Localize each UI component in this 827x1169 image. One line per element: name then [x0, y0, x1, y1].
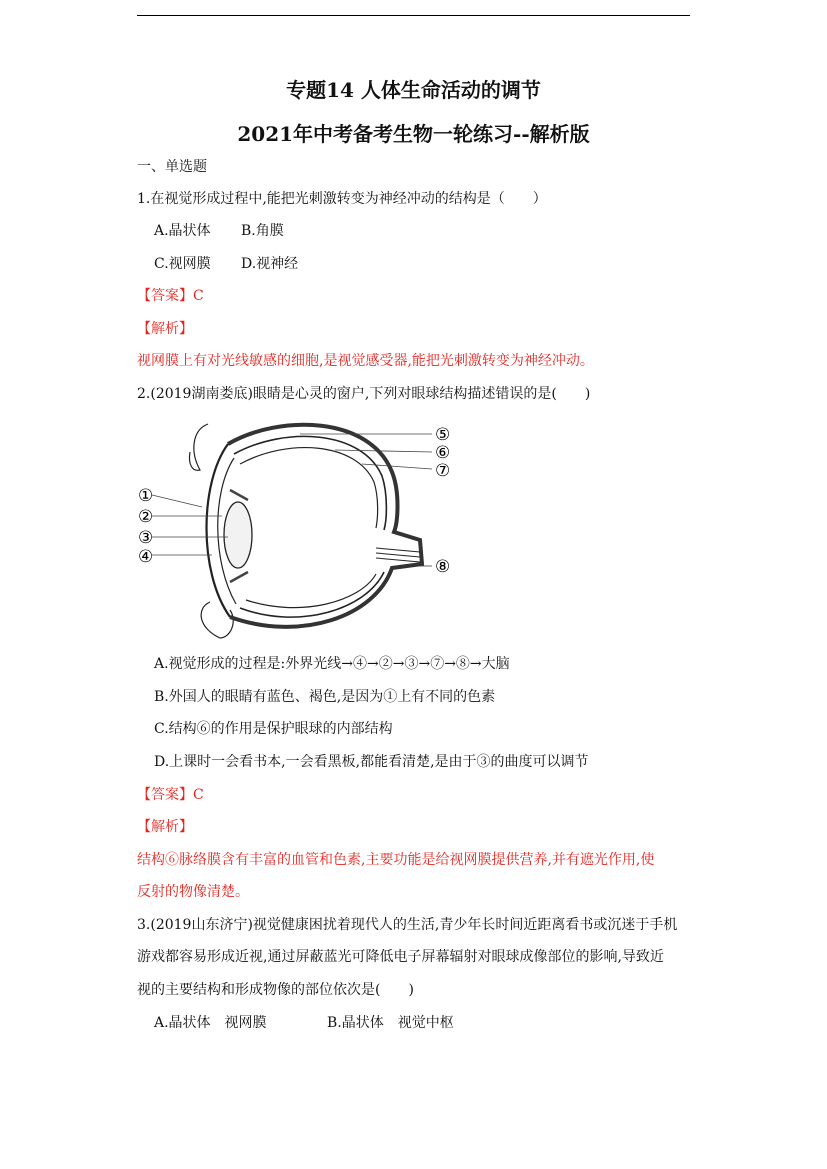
answer-tag: 【答案】 — [137, 288, 193, 304]
label-2: ② — [138, 507, 154, 527]
q3-option-b: B.晶状体 视觉中枢 — [327, 1015, 454, 1031]
q2-analysis-line1: 结构⑥脉络膜含有丰富的血管和色素,主要功能是给视网膜提供营养,并有遮光作用,使 — [137, 852, 655, 868]
page-subtitle: 2021年中考备考生物一轮练习--解析版 — [237, 122, 590, 146]
q1-answer — [137, 287, 204, 305]
q1-option-a: A.晶状体 — [154, 223, 211, 239]
label-7: ⑦ — [435, 461, 451, 481]
question-1-stem: 1.在视觉形成过程中,能把光刺激转变为神经冲动的结构是（ ） — [137, 191, 547, 207]
q3-option-a: A.晶状体 视网膜 — [154, 1015, 267, 1031]
q1-answer-value: C — [193, 288, 204, 304]
q2-answer — [137, 786, 204, 804]
question-3-stem-line1: 3.(2019山东济宁)视觉健康困扰着现代人的生活,青少年长时间近距离看书或沉迷于手机 — [137, 917, 678, 933]
question-2-stem: 2.(2019湖南娄底)眼睛是心灵的窗户,下列对眼球结构描述错误的是( ) — [137, 386, 591, 402]
header-rule — [137, 15, 690, 16]
question-3-stem-line2: 游戏都容易形成近视,通过屏蔽蓝光可降低电子屏幕辐射对眼球成像部位的影响,导致近 — [137, 949, 664, 965]
q1-analysis: 视网膜上有对光线敏感的细胞,是视觉感受器,能把光刺激转变为神经冲动。 — [137, 353, 594, 369]
q1-option-d: D.视神经 — [241, 256, 299, 272]
eye-diagram — [130, 412, 470, 647]
q2-option-b: B.外国人的眼睛有蓝色、褐色,是因为①上有不同的色素 — [154, 689, 496, 705]
page-title: 专题14 人体生命活动的调节 — [286, 78, 541, 102]
question-3-stem-line3: 视的主要结构和形成物像的部位依次是( ) — [137, 982, 414, 998]
q2-option-c: C.结构⑥的作用是保护眼球的内部结构 — [154, 721, 393, 737]
q2-analysis-line2: 反射的物像清楚。 — [137, 884, 249, 900]
label-5: ⑤ — [435, 425, 451, 445]
label-6: ⑥ — [435, 443, 451, 463]
answer-tag: 【答案】 — [137, 787, 193, 803]
label-1: ① — [138, 486, 154, 506]
q1-option-b: B.角膜 — [241, 223, 284, 239]
q2-option-a: A.视觉形成的过程是:外界光线→④→②→③→⑦→⑧→大脑 — [154, 656, 510, 672]
q2-answer-value: C — [193, 787, 204, 803]
q2-analysis-tag: 【解析】 — [137, 819, 193, 835]
q1-option-c: C.视网膜 — [154, 256, 211, 272]
q1-analysis-tag: 【解析】 — [137, 321, 193, 337]
label-8: ⑧ — [435, 557, 451, 577]
label-3: ③ — [138, 528, 154, 548]
section-heading: 一、单选题 — [137, 159, 207, 175]
label-4: ④ — [138, 547, 154, 567]
q2-option-d: D.上课时一会看书本,一会看黑板,都能看清楚,是由于③的曲度可以调节 — [154, 754, 589, 770]
